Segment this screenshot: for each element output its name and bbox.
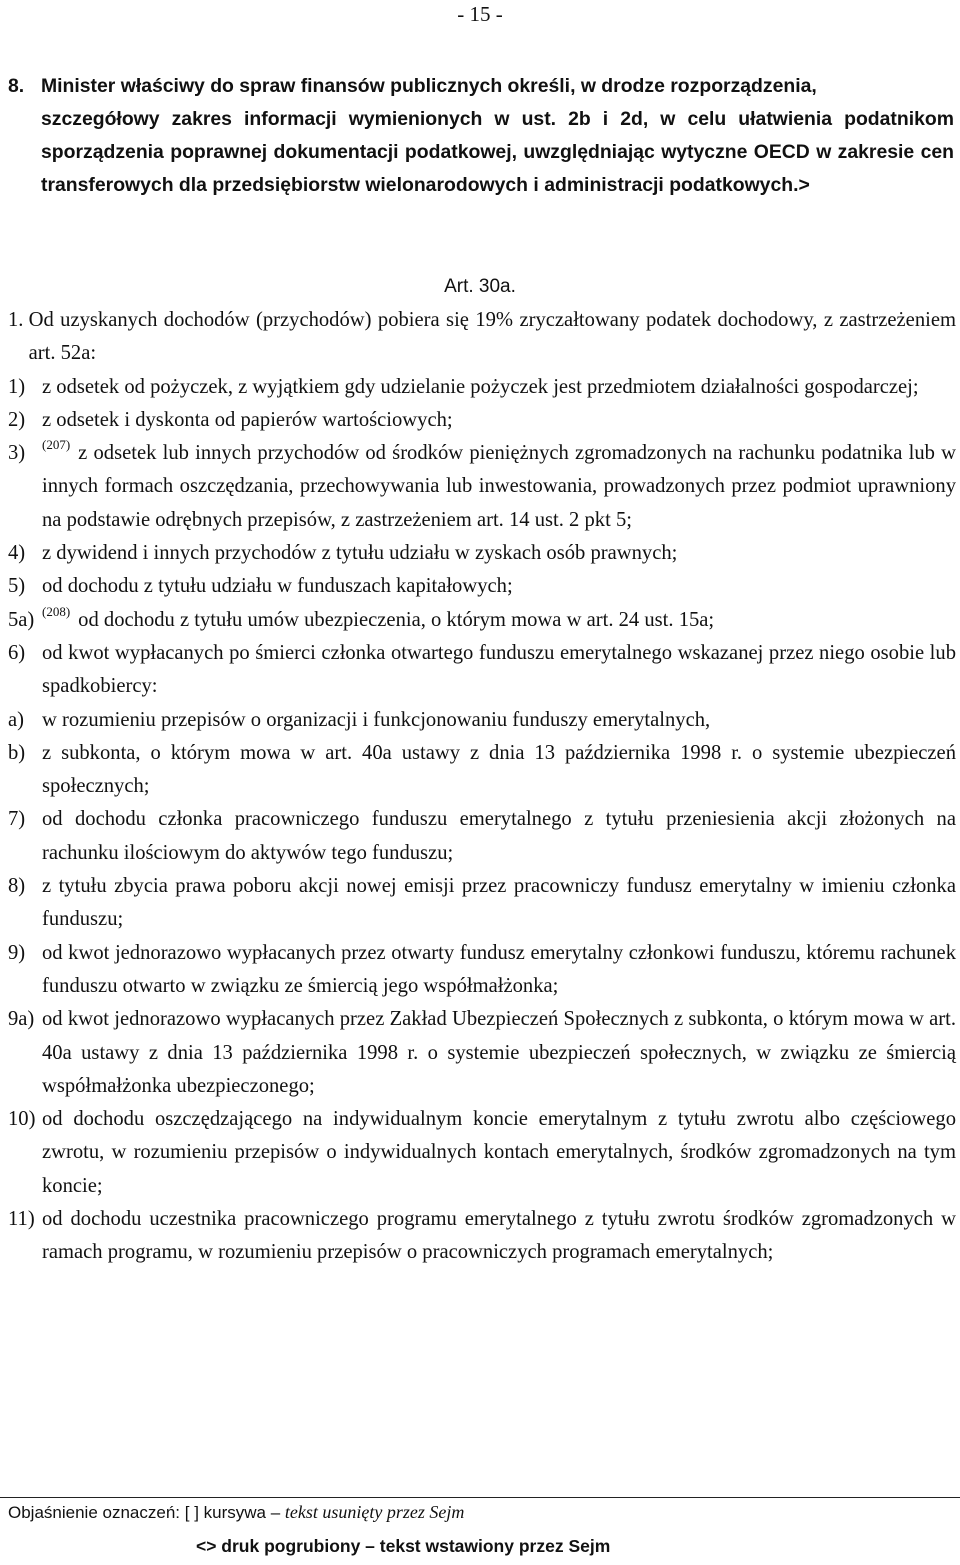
item-number: 11): [8, 1208, 35, 1231]
footnote-ref: (207): [42, 437, 71, 453]
list-item: [8, 937, 956, 1004]
paragraph-number: 1.: [8, 309, 24, 331]
item-text: $^{(208)}$ od dochodu z tytułu umów ubezpieczenia, o którym mowa w art. 24 ust. 15a;: [42, 603, 715, 631]
item-text: od kwot jednorazowo wypłacanych przez Zakład Ubezpieczeń Społecznych z subkonta, o którym mowa w art. 40a ustawy z dnia 13 października 1998 r. o systemie ubezpieczeń społecznych, w związku ze śmiercią współmałżonka ubezpieczonego;: [42, 1008, 956, 1097]
item-number: b): [8, 741, 26, 764]
list-item: [8, 737, 956, 804]
item-number: 4): [8, 542, 26, 565]
item-text: od dochodu oszczędzającego na indywidualnym koncie emerytalnym z tytułu zwrotu albo częściowego zwrotu, w rozumieniu przepisów o indywidualnych kontach emerytalnych, środków zgromadzonych na tym koncie;: [42, 1108, 956, 1197]
item-number: 7): [8, 808, 26, 831]
list-item: [8, 371, 956, 404]
footer-divider: [0, 1497, 960, 1498]
item-text: z subkonta, o którym mowa w art. 40a ustawy z dnia 13 października 1998 r. o systemie ubezpieczeń społecznych;: [42, 741, 956, 798]
provision-number: 8.: [8, 75, 25, 97]
item-number: 5a): [8, 608, 35, 631]
item-text: $^{(207)}$ z odsetek lub innych przychodów od środków pieniężnych zgromadzonych na rachunku podatnika lub w innych formach oszczędzania, przechowywania lub inwestowania, prowadzonych przez podmiot uprawniony na podstawie odrębnych przepisów, z zastrzeżeniem art. 14 ust. 2 pkt 5;: [42, 437, 956, 531]
list-item: [8, 704, 956, 737]
item-number: 2): [8, 408, 26, 431]
item-number: 9): [8, 941, 26, 964]
list-item: [8, 437, 956, 537]
list-item: [8, 537, 956, 570]
item-text: z odsetek i dyskonta od papierów wartościowych;: [42, 408, 453, 431]
item-list: [8, 371, 956, 1270]
provision-text-line1: Minister właściwy do spraw finansów publicznych określi, w drodze rozporządzenia,: [41, 75, 817, 97]
list-item: [8, 637, 956, 704]
legend-line-1: Objaśnienie oznaczeń: [ ] kursywa – tekst usunięty przez Sejm: [8, 1502, 465, 1522]
list-item: [8, 404, 956, 437]
item-text: od dochodu uczestnika pracowniczego programu emerytalnego z tytułu zwrotu środków zgromadzonych w ramach programu, w rozumieniu przepisów o pracowniczych programach emerytalnych;: [42, 1208, 956, 1264]
item-number: 1): [8, 375, 26, 398]
item-text: z tytułu zbycia prawa poboru akcji nowej emisji przez pracowniczy fundusz emerytalny w imieniu członka funduszu;: [42, 875, 956, 931]
list-item: [8, 604, 956, 637]
paragraph-1: [8, 304, 956, 371]
item-text: od dochodu członka pracowniczego funduszu emerytalnego z tytułu przeniesienia akcji złożonych na rachunku ilościowym do aktywów tego funduszu;: [42, 808, 956, 864]
item-number: 10): [8, 1108, 36, 1131]
item-number: a): [8, 708, 24, 731]
item-text: z odsetek od pożyczek, z wyjątkiem gdy udzielanie pożyczek jest przedmiotem działalności gospodarczej;: [42, 375, 919, 398]
item-number: 9a): [8, 1008, 35, 1031]
article-content: [8, 304, 956, 1270]
item-number: 8): [8, 875, 26, 898]
legend-line-2: <> druk pogrubiony – tekst wstawiony przez Sejm: [196, 1536, 611, 1556]
item-text: z dywidend i innych przychodów z tytułu udziału w zyskach osób prawnych;: [42, 542, 678, 565]
item-text: w rozumieniu przepisów o organizacji i funkcjonowaniu funduszy emerytalnych,: [42, 708, 711, 731]
item-text: od kwot jednorazowo wypłacanych przez otwarty fundusz emerytalny członkowi funduszu, któremu rachunek funduszu otwarto w związku ze śmiercią jego współmałżonka;: [42, 941, 956, 997]
footnote-ref: (208): [42, 603, 71, 619]
list-item: [8, 570, 956, 603]
item-text: od dochodu z tytułu udziału w funduszach kapitałowych;: [42, 575, 513, 598]
list-item: [8, 1103, 956, 1203]
page-number: - 15 -: [457, 2, 503, 26]
article-title: Art. 30a.: [444, 276, 516, 297]
list-item: [8, 803, 956, 870]
item-number: 5): [8, 575, 26, 598]
list-item: [8, 870, 956, 937]
item-number: 3): [8, 442, 26, 465]
provision-8: [8, 70, 954, 202]
provision-text-rest: szczegółowy zakres informacji wymienionych w ust. 2b i 2d, w celu ułatwienia podatnikom sporządzenia poprawnej dokumentacji podatkowej, uwzględniając wytyczne OECD w zakresie cen transferowych dla przedsiębiorstw wielonarodowych i administracji podatkowych.>: [41, 108, 954, 196]
item-number: 6): [8, 641, 26, 664]
list-item: [8, 1203, 956, 1270]
paragraph-text: Od uzyskanych dochodów (przychodów) pobiera się 19% zryczałtowany podatek dochodowy, z zastrzeżeniem art. 52a:: [28, 309, 956, 365]
list-item: [8, 1003, 956, 1103]
item-text: od kwot wypłacanych po śmierci członka otwartego funduszu emerytalnego wskazanej przez niego osobie lub spadkobiercy:: [42, 641, 956, 698]
